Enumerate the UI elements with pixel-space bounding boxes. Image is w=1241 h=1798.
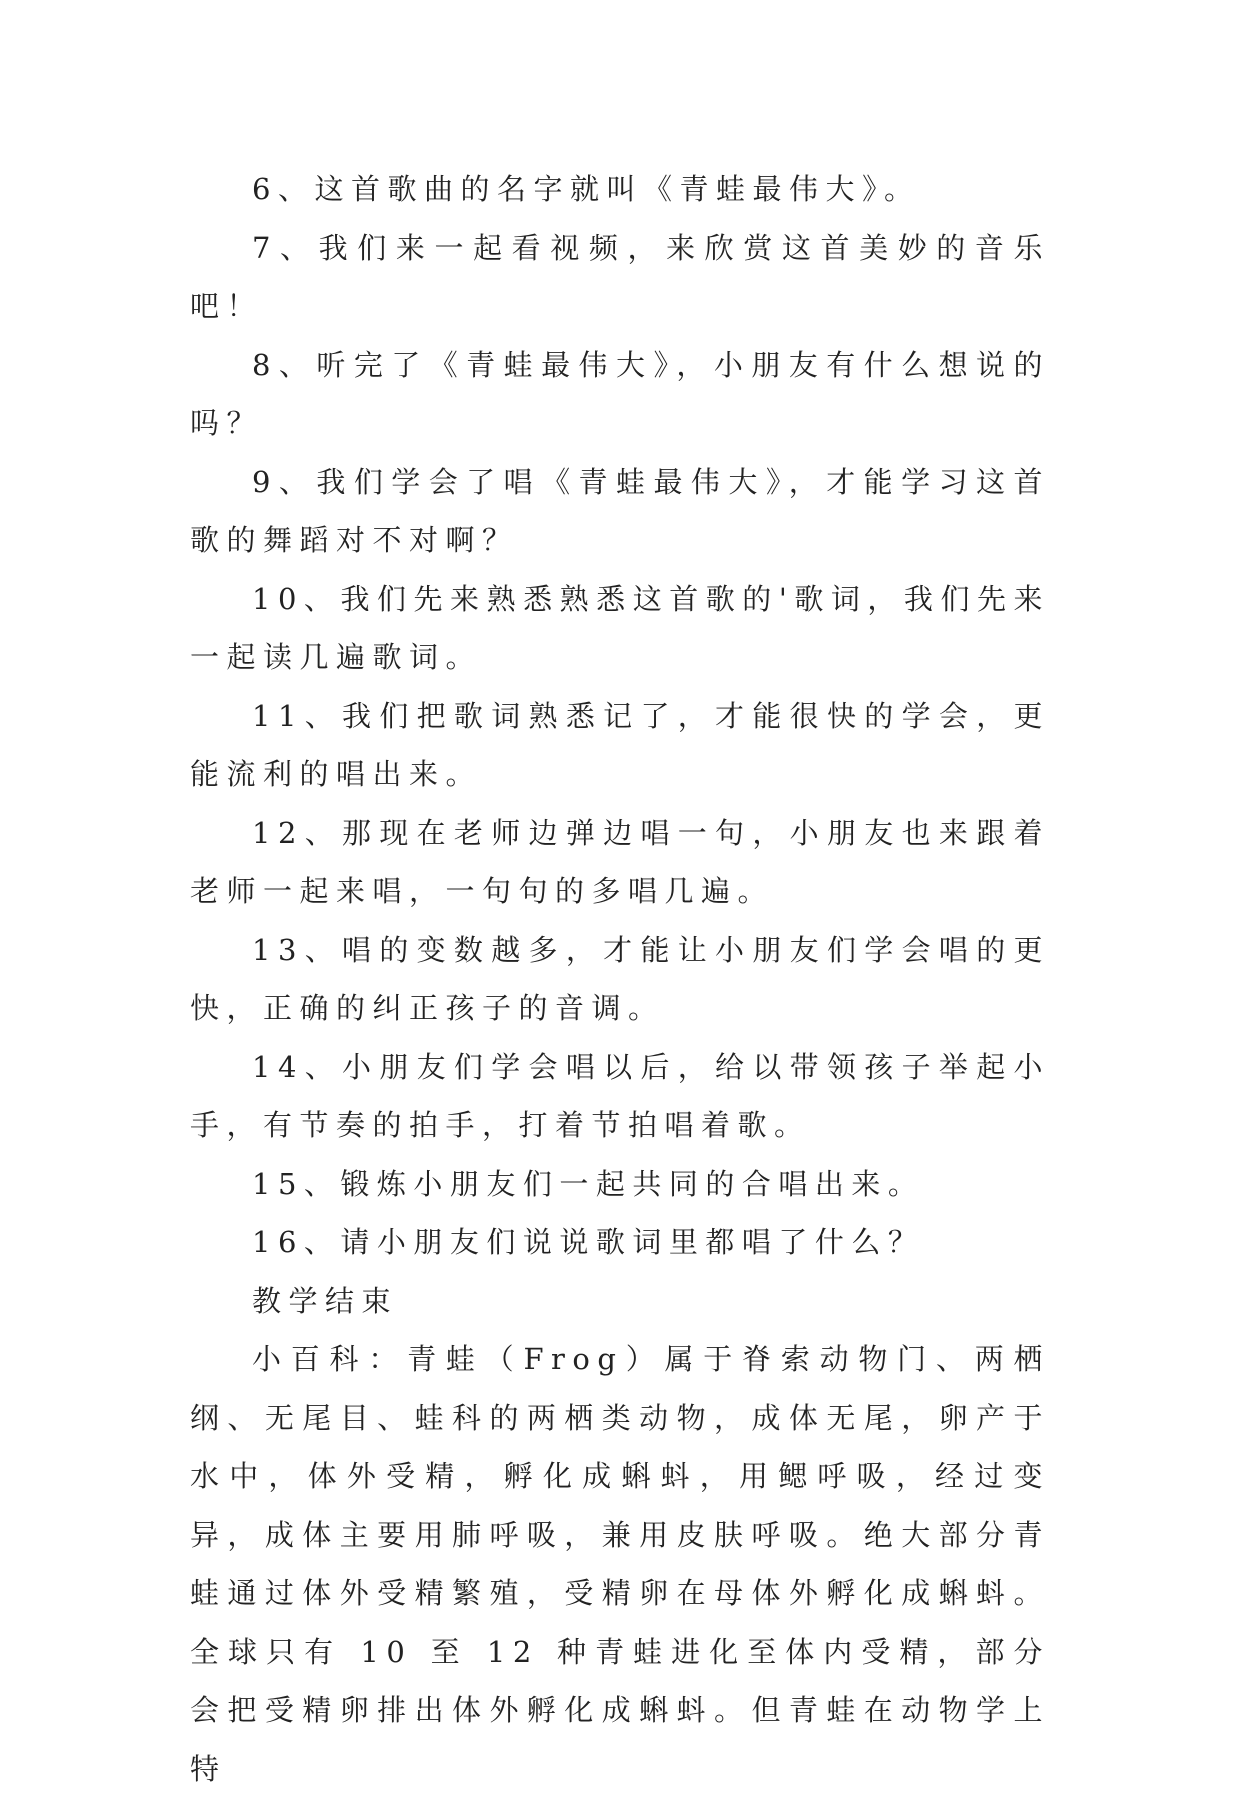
document-body xyxy=(190,160,1050,1798)
list-item: 15、锻炼小朋友们一起共同的合唱出来。 xyxy=(252,1166,925,1201)
section-heading: 教学结束 xyxy=(252,1283,399,1318)
list-item: 14、小朋友们学会唱以后，给以带领孩子举起小手，有节奏的拍手，打着节拍唱着歌。 xyxy=(190,1049,1050,1142)
list-item: 8、听完了《青蛙最伟大》，小朋友有什么想说的吗？ xyxy=(190,347,1050,440)
list-item: 12、那现在老师边弹边唱一句，小朋友也来跟着老师一起来唱，一句句的多唱几遍。 xyxy=(190,815,1050,908)
list-item: 16、请小朋友们说说歌词里都唱了什么？ xyxy=(252,1225,925,1259)
encyclopedia-paragraph: 小百科：青蛙（Frog）属于脊索动物门、两栖纲、无尾目、蛙科的两栖类动物，成体无尾，卵产于水中，体外受精，孵化成蝌蚪，用鳃呼吸，经过变异，成体主要用肺呼吸，兼用皮肤呼吸。绝大部分青蛙通过体外受精繁殖，受精卵在母体外孵化成蝌蚪。全球只有 10 至 12 种青蛙进化至体内受精，部分会把受精卵排出体外孵化成蝌蚪。但青蛙在动物学上特 xyxy=(190,1342,1050,1786)
list-item: 7、我们来一起看视频，来欣赏这首美妙的音乐吧！ xyxy=(190,230,1050,323)
list-item: 10、我们先来熟悉熟悉这首歌的'歌词，我们先来一起读几遍歌词。 xyxy=(190,581,1050,674)
list-item: 6、这首歌曲的名字就叫《青蛙最伟大》。 xyxy=(252,172,921,206)
list-item: 13、唱的变数越多，才能让小朋友们学会唱的更快，正确的纠正孩子的音调。 xyxy=(190,932,1050,1025)
list-item: 9、我们学会了唱《青蛙最伟大》，才能学习这首歌的舞蹈对不对啊？ xyxy=(190,464,1050,557)
list-item: 11、我们把歌词熟悉记了，才能很快的学会，更能流利的唱出来。 xyxy=(190,698,1050,791)
